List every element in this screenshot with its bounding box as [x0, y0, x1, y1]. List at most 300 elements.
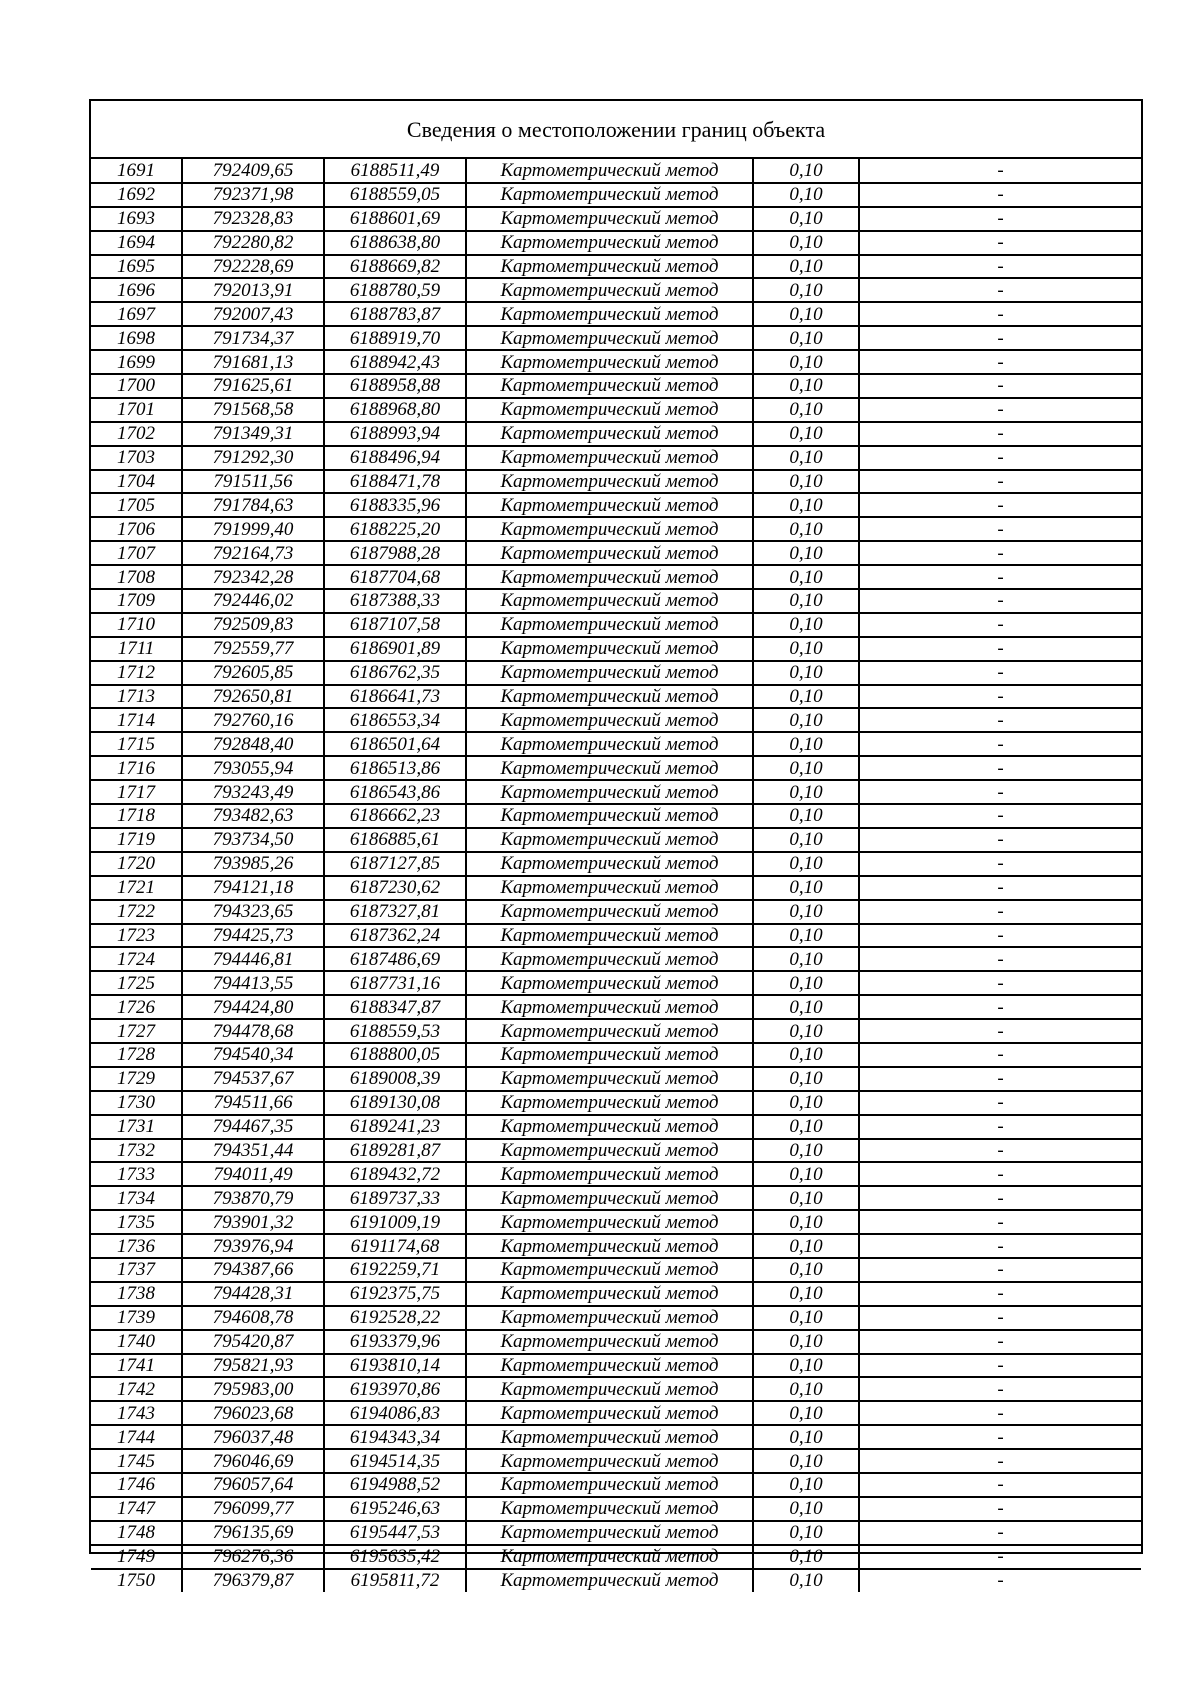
table-row: [91, 1019, 1141, 1043]
cell-description: -: [859, 1043, 1141, 1067]
cell-description: -: [859, 1354, 1141, 1378]
cell-method: Картометрический метод: [466, 278, 753, 302]
cell-method: Картометрический метод: [466, 565, 753, 589]
cell-point-number: 1742: [91, 1377, 182, 1401]
cell-method: Картометрический метод: [466, 255, 753, 279]
cell-coord-y: 6186501,64: [324, 732, 466, 756]
table-row: [91, 804, 1141, 828]
cell-method: Картометрический метод: [466, 398, 753, 422]
cell-description: -: [859, 1019, 1141, 1043]
cell-coord-y: 6186901,89: [324, 637, 466, 661]
table-row: [91, 613, 1141, 637]
cell-coord-x: 791568,58: [182, 398, 324, 422]
cell-coord-y: 6188993,94: [324, 422, 466, 446]
cell-accuracy: 0,10: [753, 756, 859, 780]
cell-point-number: 1723: [91, 924, 182, 948]
cell-method: Картометрический метод: [466, 1115, 753, 1139]
table-row: [91, 900, 1141, 924]
cell-coord-y: 6188780,59: [324, 278, 466, 302]
cell-accuracy: 0,10: [753, 1497, 859, 1521]
table-row: [91, 517, 1141, 541]
cell-point-number: 1692: [91, 183, 182, 207]
cell-method: Картометрический метод: [466, 493, 753, 517]
cell-method: Картометрический метод: [466, 804, 753, 828]
cell-coord-y: 6186885,61: [324, 828, 466, 852]
cell-accuracy: 0,10: [753, 1354, 859, 1378]
cell-point-number: 1707: [91, 541, 182, 565]
cell-method: Картометрический метод: [466, 1306, 753, 1330]
cell-description: -: [859, 804, 1141, 828]
cell-accuracy: 0,10: [753, 1139, 859, 1163]
cell-coord-x: 794446,81: [182, 947, 324, 971]
cell-coord-y: 6188559,05: [324, 183, 466, 207]
cell-coord-y: 6193810,14: [324, 1354, 466, 1378]
cell-point-number: 1744: [91, 1425, 182, 1449]
cell-point-number: 1732: [91, 1139, 182, 1163]
cell-coord-x: 794537,67: [182, 1067, 324, 1091]
table-row: [91, 1186, 1141, 1210]
cell-point-number: 1735: [91, 1210, 182, 1234]
cell-accuracy: 0,10: [753, 470, 859, 494]
cell-description: -: [859, 1186, 1141, 1210]
cell-method: Картометрический метод: [466, 1162, 753, 1186]
table-row: [91, 1234, 1141, 1258]
table-row: [91, 255, 1141, 279]
cell-coord-x: 793482,63: [182, 804, 324, 828]
cell-coord-y: 6187327,81: [324, 900, 466, 924]
cell-point-number: 1729: [91, 1067, 182, 1091]
cell-coord-y: 6195447,53: [324, 1521, 466, 1545]
cell-coord-y: 6188225,20: [324, 517, 466, 541]
cell-coord-x: 794387,66: [182, 1258, 324, 1282]
coordinates-table-body: [91, 159, 1141, 1592]
cell-description: -: [859, 828, 1141, 852]
cell-description: -: [859, 900, 1141, 924]
cell-description: -: [859, 302, 1141, 326]
cell-point-number: 1750: [91, 1569, 182, 1593]
table-row: [91, 589, 1141, 613]
cell-description: -: [859, 1282, 1141, 1306]
cell-coord-y: 6189432,72: [324, 1162, 466, 1186]
cell-coord-x: 794467,35: [182, 1115, 324, 1139]
cell-coord-y: 6188800,05: [324, 1043, 466, 1067]
table-row: [91, 780, 1141, 804]
table-row: [91, 971, 1141, 995]
cell-description: -: [859, 685, 1141, 709]
cell-coord-x: 791681,13: [182, 350, 324, 374]
table-row: [91, 1091, 1141, 1115]
cell-method: Картометрический метод: [466, 1091, 753, 1115]
cell-coord-x: 792650,81: [182, 685, 324, 709]
cell-coord-y: 6188471,78: [324, 470, 466, 494]
table-row: [91, 565, 1141, 589]
table-row: [91, 541, 1141, 565]
cell-point-number: 1721: [91, 876, 182, 900]
cell-point-number: 1726: [91, 995, 182, 1019]
cell-accuracy: 0,10: [753, 924, 859, 948]
cell-accuracy: 0,10: [753, 350, 859, 374]
cell-method: Картометрический метод: [466, 1234, 753, 1258]
cell-coord-y: 6187127,85: [324, 852, 466, 876]
cell-description: -: [859, 1330, 1141, 1354]
cell-method: Картометрический метод: [466, 1449, 753, 1473]
cell-point-number: 1736: [91, 1234, 182, 1258]
cell-point-number: 1733: [91, 1162, 182, 1186]
cell-accuracy: 0,10: [753, 1377, 859, 1401]
cell-method: Картометрический метод: [466, 637, 753, 661]
table-row: [91, 207, 1141, 231]
cell-point-number: 1722: [91, 900, 182, 924]
table-row: [91, 828, 1141, 852]
cell-coord-y: 6195246,63: [324, 1497, 466, 1521]
cell-point-number: 1738: [91, 1282, 182, 1306]
cell-method: Картометрический метод: [466, 1377, 753, 1401]
table-row: [91, 1258, 1141, 1282]
cell-coord-y: 6188968,80: [324, 398, 466, 422]
table-row: [91, 159, 1141, 183]
cell-point-number: 1745: [91, 1449, 182, 1473]
cell-method: Картометрический метод: [466, 1258, 753, 1282]
table-row: [91, 1330, 1141, 1354]
cell-accuracy: 0,10: [753, 828, 859, 852]
cell-description: -: [859, 541, 1141, 565]
table-row: [91, 708, 1141, 732]
cell-description: -: [859, 422, 1141, 446]
cell-point-number: 1741: [91, 1354, 182, 1378]
table-row: [91, 947, 1141, 971]
cell-coord-x: 794428,31: [182, 1282, 324, 1306]
cell-method: Картометрический метод: [466, 1330, 753, 1354]
cell-method: Картометрический метод: [466, 732, 753, 756]
cell-point-number: 1695: [91, 255, 182, 279]
cell-method: Картометрический метод: [466, 852, 753, 876]
cell-coord-y: 6193970,86: [324, 1377, 466, 1401]
cell-accuracy: 0,10: [753, 804, 859, 828]
cell-description: -: [859, 756, 1141, 780]
cell-accuracy: 0,10: [753, 852, 859, 876]
cell-accuracy: 0,10: [753, 398, 859, 422]
cell-description: -: [859, 493, 1141, 517]
cell-method: Картометрический метод: [466, 1139, 753, 1163]
table-row: [91, 1043, 1141, 1067]
cell-method: Картометрический метод: [466, 876, 753, 900]
cell-point-number: 1706: [91, 517, 182, 541]
cell-accuracy: 0,10: [753, 326, 859, 350]
cell-method: Картометрический метод: [466, 422, 753, 446]
cell-accuracy: 0,10: [753, 1258, 859, 1282]
cell-coord-x: 792409,65: [182, 159, 324, 183]
cell-method: Картометрический метод: [466, 1545, 753, 1569]
cell-method: Картометрический метод: [466, 1282, 753, 1306]
cell-coord-y: 6187230,62: [324, 876, 466, 900]
cell-description: -: [859, 565, 1141, 589]
table-row: [91, 422, 1141, 446]
cell-description: -: [859, 1067, 1141, 1091]
cell-description: -: [859, 398, 1141, 422]
table-row: [91, 446, 1141, 470]
cell-point-number: 1730: [91, 1091, 182, 1115]
cell-accuracy: 0,10: [753, 1282, 859, 1306]
cell-coord-x: 796046,69: [182, 1449, 324, 1473]
cell-coord-x: 793243,49: [182, 780, 324, 804]
table-row: [91, 493, 1141, 517]
table-row: [91, 756, 1141, 780]
cell-coord-x: 796023,68: [182, 1401, 324, 1425]
table-row: [91, 637, 1141, 661]
cell-point-number: 1697: [91, 302, 182, 326]
cell-accuracy: 0,10: [753, 780, 859, 804]
cell-point-number: 1700: [91, 374, 182, 398]
cell-coord-y: 6191174,68: [324, 1234, 466, 1258]
cell-description: -: [859, 326, 1141, 350]
cell-coord-x: 791625,61: [182, 374, 324, 398]
cell-method: Картометрический метод: [466, 708, 753, 732]
cell-point-number: 1725: [91, 971, 182, 995]
table-row: [91, 302, 1141, 326]
cell-description: -: [859, 613, 1141, 637]
cell-method: Картометрический метод: [466, 326, 753, 350]
cell-point-number: 1746: [91, 1473, 182, 1497]
cell-accuracy: 0,10: [753, 708, 859, 732]
table-row: [91, 1282, 1141, 1306]
cell-description: -: [859, 1210, 1141, 1234]
cell-method: Картометрический метод: [466, 470, 753, 494]
cell-description: -: [859, 971, 1141, 995]
cell-coord-x: 791734,37: [182, 326, 324, 350]
table-row: [91, 1210, 1141, 1234]
cell-description: -: [859, 1449, 1141, 1473]
cell-coord-y: 6188919,70: [324, 326, 466, 350]
cell-accuracy: 0,10: [753, 1330, 859, 1354]
table-row: [91, 1377, 1141, 1401]
cell-coord-x: 793870,79: [182, 1186, 324, 1210]
cell-accuracy: 0,10: [753, 1473, 859, 1497]
cell-accuracy: 0,10: [753, 637, 859, 661]
cell-coord-x: 792848,40: [182, 732, 324, 756]
cell-description: -: [859, 1425, 1141, 1449]
cell-method: Картометрический метод: [466, 1569, 753, 1593]
cell-method: Картометрический метод: [466, 517, 753, 541]
table-row: [91, 350, 1141, 374]
cell-method: Картометрический метод: [466, 1019, 753, 1043]
cell-coord-y: 6189130,08: [324, 1091, 466, 1115]
cell-point-number: 1702: [91, 422, 182, 446]
cell-coord-x: 792446,02: [182, 589, 324, 613]
cell-accuracy: 0,10: [753, 159, 859, 183]
cell-coord-y: 6186641,73: [324, 685, 466, 709]
cell-coord-x: 793976,94: [182, 1234, 324, 1258]
cell-accuracy: 0,10: [753, 493, 859, 517]
cell-coord-y: 6188559,53: [324, 1019, 466, 1043]
cell-coord-x: 791511,56: [182, 470, 324, 494]
cell-coord-y: 6195635,42: [324, 1545, 466, 1569]
cell-coord-x: 794424,80: [182, 995, 324, 1019]
cell-coord-x: 793985,26: [182, 852, 324, 876]
cell-coord-y: 6188347,87: [324, 995, 466, 1019]
cell-accuracy: 0,10: [753, 446, 859, 470]
cell-method: Картометрический метод: [466, 231, 753, 255]
cell-accuracy: 0,10: [753, 183, 859, 207]
cell-accuracy: 0,10: [753, 1043, 859, 1067]
cell-point-number: 1705: [91, 493, 182, 517]
cell-method: Картометрический метод: [466, 302, 753, 326]
cell-accuracy: 0,10: [753, 1067, 859, 1091]
cell-description: -: [859, 661, 1141, 685]
cell-accuracy: 0,10: [753, 732, 859, 756]
cell-method: Картометрический метод: [466, 374, 753, 398]
cell-method: Картометрический метод: [466, 207, 753, 231]
cell-point-number: 1719: [91, 828, 182, 852]
cell-description: -: [859, 1115, 1141, 1139]
cell-point-number: 1727: [91, 1019, 182, 1043]
cell-point-number: 1709: [91, 589, 182, 613]
table-row: [91, 183, 1141, 207]
cell-accuracy: 0,10: [753, 1521, 859, 1545]
cell-method: Картометрический метод: [466, 350, 753, 374]
cell-method: Картометрический метод: [466, 661, 753, 685]
cell-coord-y: 6188496,94: [324, 446, 466, 470]
cell-coord-x: 791292,30: [182, 446, 324, 470]
cell-coord-y: 6192259,71: [324, 1258, 466, 1282]
cell-coord-x: 792007,43: [182, 302, 324, 326]
cell-coord-x: 796099,77: [182, 1497, 324, 1521]
cell-coord-y: 6187388,33: [324, 589, 466, 613]
cell-coord-y: 6187486,69: [324, 947, 466, 971]
cell-point-number: 1708: [91, 565, 182, 589]
cell-coord-y: 6194086,83: [324, 1401, 466, 1425]
cell-method: Картометрический метод: [466, 1067, 753, 1091]
cell-coord-x: 792342,28: [182, 565, 324, 589]
cell-description: -: [859, 852, 1141, 876]
cell-coord-x: 792559,77: [182, 637, 324, 661]
cell-accuracy: 0,10: [753, 302, 859, 326]
cell-accuracy: 0,10: [753, 589, 859, 613]
cell-coord-x: 792280,82: [182, 231, 324, 255]
cell-method: Картометрический метод: [466, 756, 753, 780]
cell-accuracy: 0,10: [753, 1091, 859, 1115]
cell-coord-x: 795821,93: [182, 1354, 324, 1378]
cell-coord-x: 792605,85: [182, 661, 324, 685]
cell-point-number: 1740: [91, 1330, 182, 1354]
table-row: [91, 1354, 1141, 1378]
cell-accuracy: 0,10: [753, 1425, 859, 1449]
cell-method: Картометрический метод: [466, 541, 753, 565]
cell-method: Картометрический метод: [466, 780, 753, 804]
cell-accuracy: 0,10: [753, 947, 859, 971]
cell-coord-x: 796037,48: [182, 1425, 324, 1449]
cell-description: -: [859, 350, 1141, 374]
table-row: [91, 661, 1141, 685]
cell-point-number: 1691: [91, 159, 182, 183]
cell-method: Картометрический метод: [466, 589, 753, 613]
cell-coord-x: 792013,91: [182, 278, 324, 302]
cell-point-number: 1714: [91, 708, 182, 732]
cell-coord-y: 6188511,49: [324, 159, 466, 183]
cell-method: Картометрический метод: [466, 1497, 753, 1521]
cell-accuracy: 0,10: [753, 1545, 859, 1569]
cell-point-number: 1737: [91, 1258, 182, 1282]
cell-accuracy: 0,10: [753, 1210, 859, 1234]
cell-point-number: 1711: [91, 637, 182, 661]
cell-coord-x: 793055,94: [182, 756, 324, 780]
cell-description: -: [859, 159, 1141, 183]
cell-description: -: [859, 947, 1141, 971]
cell-coord-x: 794478,68: [182, 1019, 324, 1043]
cell-accuracy: 0,10: [753, 900, 859, 924]
table-row: [91, 995, 1141, 1019]
cell-point-number: 1694: [91, 231, 182, 255]
cell-coord-x: 795983,00: [182, 1377, 324, 1401]
cell-coord-y: 6191009,19: [324, 1210, 466, 1234]
cell-coord-y: 6186543,86: [324, 780, 466, 804]
cell-accuracy: 0,10: [753, 255, 859, 279]
cell-description: -: [859, 589, 1141, 613]
cell-coord-y: 6192375,75: [324, 1282, 466, 1306]
cell-point-number: 1716: [91, 756, 182, 780]
cell-accuracy: 0,10: [753, 517, 859, 541]
cell-point-number: 1712: [91, 661, 182, 685]
cell-accuracy: 0,10: [753, 876, 859, 900]
cell-point-number: 1698: [91, 326, 182, 350]
cell-method: Картометрический метод: [466, 947, 753, 971]
cell-description: -: [859, 517, 1141, 541]
cell-point-number: 1749: [91, 1545, 182, 1569]
cell-coord-y: 6187362,24: [324, 924, 466, 948]
coordinates-table: [91, 159, 1141, 1592]
cell-method: Картометрический метод: [466, 971, 753, 995]
cell-coord-x: 795420,87: [182, 1330, 324, 1354]
cell-coord-x: 791999,40: [182, 517, 324, 541]
cell-coord-y: 6188958,88: [324, 374, 466, 398]
cell-coord-x: 791784,63: [182, 493, 324, 517]
cell-coord-y: 6195811,72: [324, 1569, 466, 1593]
cell-description: -: [859, 1377, 1141, 1401]
cell-point-number: 1743: [91, 1401, 182, 1425]
cell-accuracy: 0,10: [753, 374, 859, 398]
cell-coord-x: 794413,55: [182, 971, 324, 995]
cell-method: Картометрический метод: [466, 1521, 753, 1545]
cell-coord-x: 794121,18: [182, 876, 324, 900]
cell-coord-x: 794540,34: [182, 1043, 324, 1067]
table-row: [91, 876, 1141, 900]
cell-accuracy: 0,10: [753, 1306, 859, 1330]
cell-point-number: 1704: [91, 470, 182, 494]
cell-description: -: [859, 1091, 1141, 1115]
cell-coord-x: 794011,49: [182, 1162, 324, 1186]
cell-description: -: [859, 732, 1141, 756]
table-row: [91, 470, 1141, 494]
cell-method: Картометрический метод: [466, 159, 753, 183]
cell-point-number: 1724: [91, 947, 182, 971]
cell-coord-y: 6188783,87: [324, 302, 466, 326]
table-row: [91, 1115, 1141, 1139]
cell-description: -: [859, 278, 1141, 302]
cell-coord-y: 6186662,23: [324, 804, 466, 828]
table-row: [91, 278, 1141, 302]
document-title: Сведения о местоположении границ объекта: [91, 101, 1141, 159]
cell-coord-x: 794608,78: [182, 1306, 324, 1330]
cell-method: Картометрический метод: [466, 995, 753, 1019]
cell-method: Картометрический метод: [466, 924, 753, 948]
cell-description: -: [859, 637, 1141, 661]
cell-coord-x: 794323,65: [182, 900, 324, 924]
cell-accuracy: 0,10: [753, 1449, 859, 1473]
cell-accuracy: 0,10: [753, 1115, 859, 1139]
cell-method: Картометрический метод: [466, 685, 753, 709]
cell-accuracy: 0,10: [753, 278, 859, 302]
cell-point-number: 1701: [91, 398, 182, 422]
table-row: [91, 1306, 1141, 1330]
